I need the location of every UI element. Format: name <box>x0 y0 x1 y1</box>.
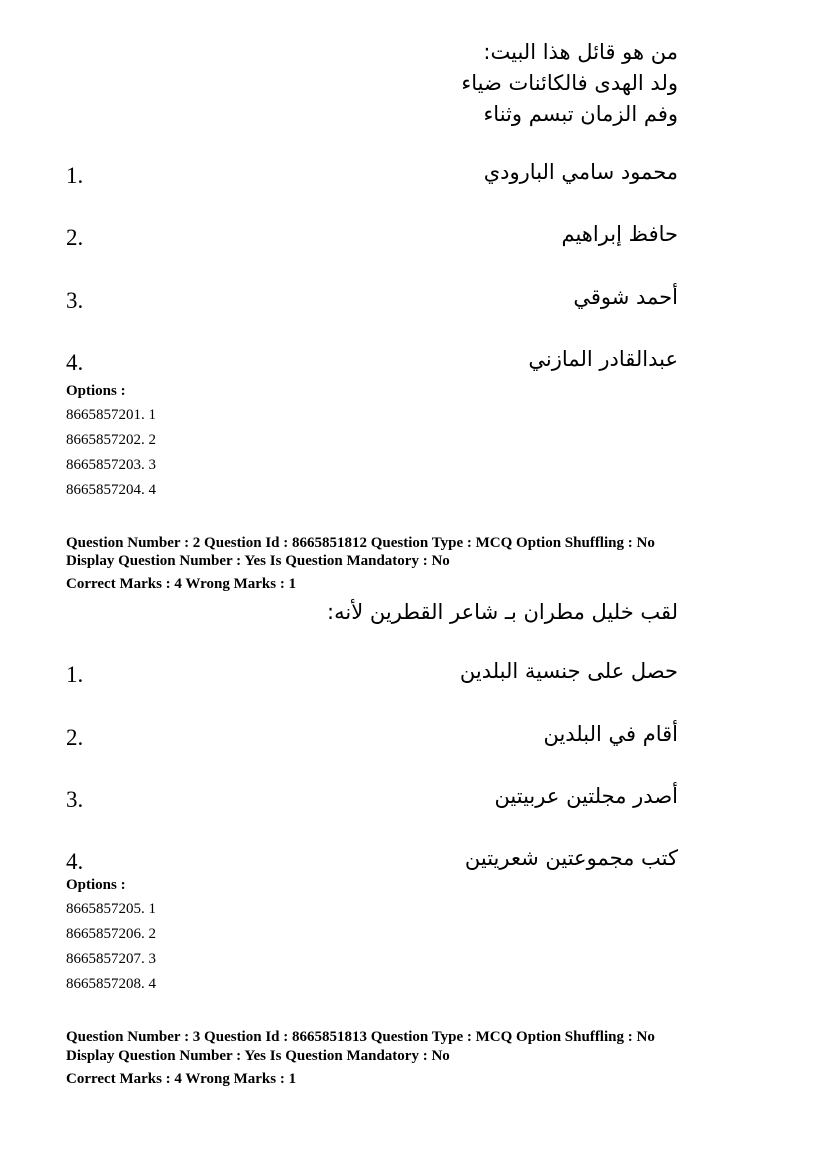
q2-option-2: 8665857206. 2 <box>66 926 156 942</box>
q1-choice-3-text: أحمد شوقي <box>573 285 678 309</box>
q1-option-4: 8665857204. 4 <box>66 482 156 498</box>
q1-choice-2-text: حافظ إبراهيم <box>561 222 678 246</box>
q2-choice-4-number: 4. <box>66 849 84 874</box>
q1-option-3: 8665857203. 3 <box>66 457 156 473</box>
q2-choice-2-number: 2. <box>66 725 84 750</box>
q2-choice-4-text: كتب مجموعتين شعريتين <box>464 846 678 870</box>
q1-choice-4-number: 4. <box>66 350 84 375</box>
q1-stem-line-1: من هو قائل هذا البيت: <box>483 40 678 64</box>
q1-choice-1-number: 1. <box>66 163 84 188</box>
q1-choice-4-text: عبدالقادر المازني <box>528 347 678 371</box>
q1-choice-2-number: 2. <box>66 225 84 250</box>
q2-stem: لقب خليل مطران بـ شاعر القطرين لأنه: <box>327 600 678 624</box>
q1-choice-1-text: محمود سامي البارودي <box>483 160 678 184</box>
q1-options-label: Options : <box>66 383 126 399</box>
q2-meta-line-2: Display Question Number : Yes Is Question Mandatory : No <box>66 553 450 569</box>
q2-option-4: 8665857208. 4 <box>66 976 156 992</box>
q3-meta-line-3: Correct Marks : 4 Wrong Marks : 1 <box>66 1071 297 1087</box>
q1-choice-3-number: 3. <box>66 288 84 313</box>
q1-stem-line-3: وفم الزمان تبسم وثناء <box>483 102 678 126</box>
q1-option-2: 8665857202. 2 <box>66 432 156 448</box>
q2-options-label: Options : <box>66 877 126 893</box>
q2-choice-2-text: أقام في البلدين <box>543 722 678 746</box>
q3-meta-line-1: Question Number : 3 Question Id : 8665851813 Question Type : MCQ Option Shuffling : No <box>66 1029 655 1045</box>
q2-option-1: 8665857205. 1 <box>66 901 156 917</box>
q2-meta-line-1: Question Number : 2 Question Id : 8665851812 Question Type : MCQ Option Shuffling : No <box>66 535 655 551</box>
q2-choice-1-text: حصل على جنسية البلدين <box>459 659 678 683</box>
q1-stem-line-2: ولد الهدى فالكائنات ضياء <box>461 71 678 95</box>
q2-choice-3-number: 3. <box>66 787 84 812</box>
q3-meta-line-2: Display Question Number : Yes Is Question Mandatory : No <box>66 1048 450 1064</box>
q2-meta-line-3: Correct Marks : 4 Wrong Marks : 1 <box>66 576 297 592</box>
q1-option-1: 8665857201. 1 <box>66 407 156 423</box>
q2-option-3: 8665857207. 3 <box>66 951 156 967</box>
q2-choice-3-text: أصدر مجلتين عربيتين <box>494 784 678 808</box>
q2-choice-1-number: 1. <box>66 662 84 687</box>
